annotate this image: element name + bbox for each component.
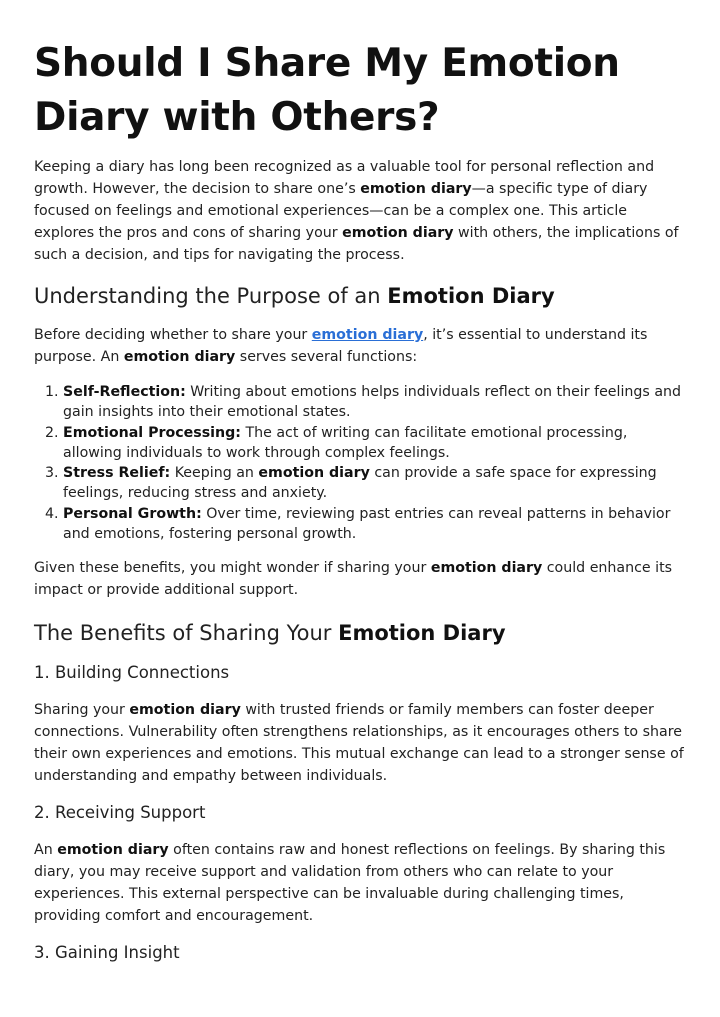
purpose-text-1: Before deciding whether to share your — [34, 327, 312, 343]
intro-text-1: Keeping a diary has long been recognized as a valuable tool for personal reflection and growth. However, the decision to share one’s — [34, 159, 655, 197]
purpose-paragraph — [34, 324, 686, 368]
list-item — [63, 382, 686, 423]
purpose-text-2: , it’s essential to understand its purpose. An — [34, 327, 648, 365]
emotion-diary-link[interactable]: emotion diary — [311, 327, 424, 343]
list-item-text: can provide a safe space for expressing feelings, reducing stress and anxiety. — [63, 465, 657, 502]
connections-text-1: Sharing your — [34, 702, 130, 719]
connections-text-2: with trusted friends or family members can foster deeper connections. Vulnerability often strengthens relationships, as it encourages others to share their own experiences and emotions. This mutual exchange can lead to a stronger sense of understanding and empathy between individuals. — [34, 702, 684, 785]
intro-text-3: with others, the implications of such a decision, and tips for navigating the process. — [34, 225, 679, 263]
list-item-label: Stress Relief: — [63, 465, 171, 482]
list-item-text: Over time, reviewing past entries can reveal patterns in behavior and emotions, fostering personal growth. — [63, 505, 671, 543]
list-item — [63, 463, 686, 504]
benefits-note-paragraph — [34, 557, 686, 601]
list-item-label: Emotional Processing: — [63, 424, 241, 441]
purpose-keyword: emotion diary — [123, 349, 236, 365]
note-text-1: Given these benefits, you might wonder if sharing your — [34, 560, 431, 577]
section-heading-benefits — [34, 619, 686, 647]
note-text-2: could enhance its impact or provide additional support. — [34, 560, 673, 599]
list-item-text: The act of writing can facilitate emotional processing, allowing individuals to work through complex feelings. — [63, 424, 628, 461]
page-title: Should I Share My Emotion Diary with Others? — [34, 41, 620, 140]
support-keyword: emotion diary — [57, 842, 169, 859]
list-item-label: Self-Reflection: — [63, 384, 186, 400]
subheading-building-connections: 1. Building Connections — [34, 663, 230, 683]
list-item-text: Writing about emotions helps individuals reflect on their feelings and gain insights into their emotional states. — [63, 384, 682, 421]
list-item-keyword: emotion diary — [258, 465, 370, 482]
subheading-gaining-insight: 3. Gaining Insight — [34, 943, 180, 963]
purpose-heading-bold: Emotion Diary — [387, 284, 555, 308]
note-keyword: emotion diary — [430, 560, 543, 577]
intro-text-2: —a specific type of diary focused on feelings and emotional experiences—can be a complex one. This article explores the pros and cons of sharing your — [34, 181, 648, 241]
list-item — [63, 423, 686, 464]
list-item-text: Keeping an — [170, 465, 259, 482]
connections-paragraph — [34, 699, 686, 787]
list-item-label: Personal Growth: — [63, 505, 202, 522]
section-heading-purpose — [34, 282, 686, 310]
intro-keyword-1: emotion diary — [360, 181, 472, 197]
functions-list — [34, 382, 686, 544]
intro-paragraph — [34, 156, 686, 266]
benefits-heading-plain: The Benefits of Sharing Your — [34, 621, 339, 646]
benefits-heading-bold: Emotion Diary — [338, 621, 506, 646]
support-text-1: An — [34, 842, 58, 859]
connections-keyword: emotion diary — [129, 702, 241, 719]
list-item — [63, 504, 686, 545]
purpose-heading-plain: Understanding the Purpose of an — [34, 284, 388, 308]
support-paragraph — [34, 839, 686, 927]
purpose-text-3: serves several functions: — [235, 349, 418, 365]
subheading-receiving-support: 2. Receiving Support — [34, 803, 206, 823]
support-text-2: often contains raw and honest reflections on feelings. By sharing this diary, you may receive support and validation from others who can relate to your experiences. This external perspective can be invaluable during challenging times, providing comfort and encouragement. — [34, 842, 666, 925]
intro-keyword-2: emotion diary — [342, 225, 454, 241]
